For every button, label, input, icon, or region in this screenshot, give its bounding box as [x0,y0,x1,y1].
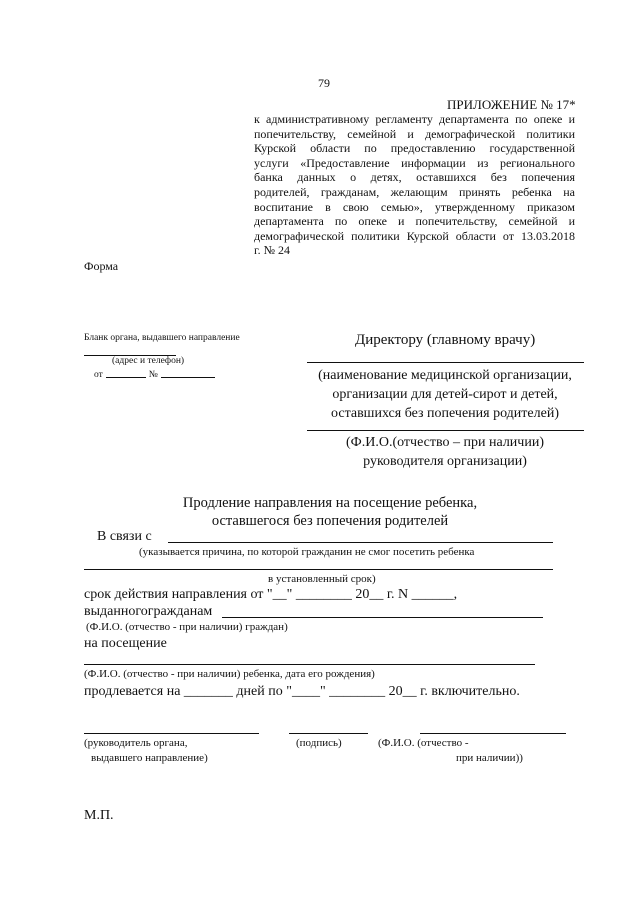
number-label: № [148,370,158,380]
appendix-line: демографической политики Курской области от 13.03.2018 [254,228,575,243]
org-hint-line: (наименование медицинской организации, [318,368,572,383]
reason-hint-2: в установленный срок) [268,573,376,585]
appendix-line: родителей, гражданам, желающим принять ребенка на [254,184,575,199]
recipient-title: Директору (главному врачу) [355,332,536,348]
appendix-line: г. № 24 [254,243,291,258]
child-hint: (Ф.И.О. (отчество - при наличии) ребенка, дата его рождения) [84,668,375,680]
appendix-text [254,112,575,258]
head-hint-line: (Ф.И.О.(отчество – при наличии) [346,435,544,450]
document-title [130,494,530,530]
org-hint-line: организации для детей-сирот и детей, [332,387,558,402]
document-title-line: оставшегося без попечения родителей [211,513,449,529]
appendix-line: банка данных о детях, оставшихся без попечения [254,170,575,185]
appendix-line: к административному регламенту департамента по опеке и [254,112,575,126]
org-hint-line: оставшихся без попечения родителей) [331,406,559,421]
page-number: 79 [318,76,330,90]
appendix-line: воспитание в свою семью», утвержденному приказом [254,199,575,214]
extended-text: продлевается на _______ дней по "____" ________ 20__ г. включительно. [84,684,520,699]
from-label: от [94,370,103,380]
citizen-name-line [222,617,543,618]
number-blank [161,377,215,378]
head-signature-line [84,733,259,734]
child-name-line [84,664,535,665]
signature-label: (подпись) [296,737,342,749]
reason-hint-1: (указывается причина, по которой гражданин не смог посетить ребенка [139,546,475,558]
name-label: при наличии)) [456,752,523,764]
address-label: (адрес и телефон) [112,356,185,366]
reason-line-2 [84,569,553,570]
appendix-line: попечительству, семейной и демографической политики [254,126,575,141]
stamp-label: М.П. [84,808,114,823]
appendix-line: услуги «Предоставление информации из регионального [254,155,575,170]
name-line [420,733,566,734]
appendix-line: Курской области по предоставлению государственной [254,141,575,156]
head-label: выдавшего направление) [91,752,208,764]
head-label: (руководитель органа, [84,737,188,749]
org-hint [300,366,590,423]
appendix-title: ПРИЛОЖЕНИЕ № 17* [447,97,576,112]
appendix-line: департамента по опеке и попечительству, семейной и [254,214,575,229]
issued-to-label: выданногогражданам [84,604,213,619]
document-title-line: Продление направления на посещение ребенка, [182,495,478,511]
head-hint-line: руководителя организации) [363,454,527,469]
date-number-row [94,370,215,380]
visit-label: на посещение [84,636,167,651]
form-label: Форма [84,259,119,273]
date-blank [106,377,146,378]
signature-line [289,733,368,734]
name-label: (Ф.И.О. (отчество - [378,737,469,749]
citizen-hint: (Ф.И.О. (отчество - при наличии) граждан) [86,621,288,633]
org-name-line [307,362,584,363]
head-name-line [307,430,584,431]
reason-line [168,542,553,543]
reason-prefix: В связи с [97,529,152,544]
validity-text: срок действия направления от "__" ________ 20__ г. N ______, [84,587,458,602]
head-hint [300,433,590,471]
sender-blank-label: Бланк органа, выдавшего направление [84,333,240,343]
